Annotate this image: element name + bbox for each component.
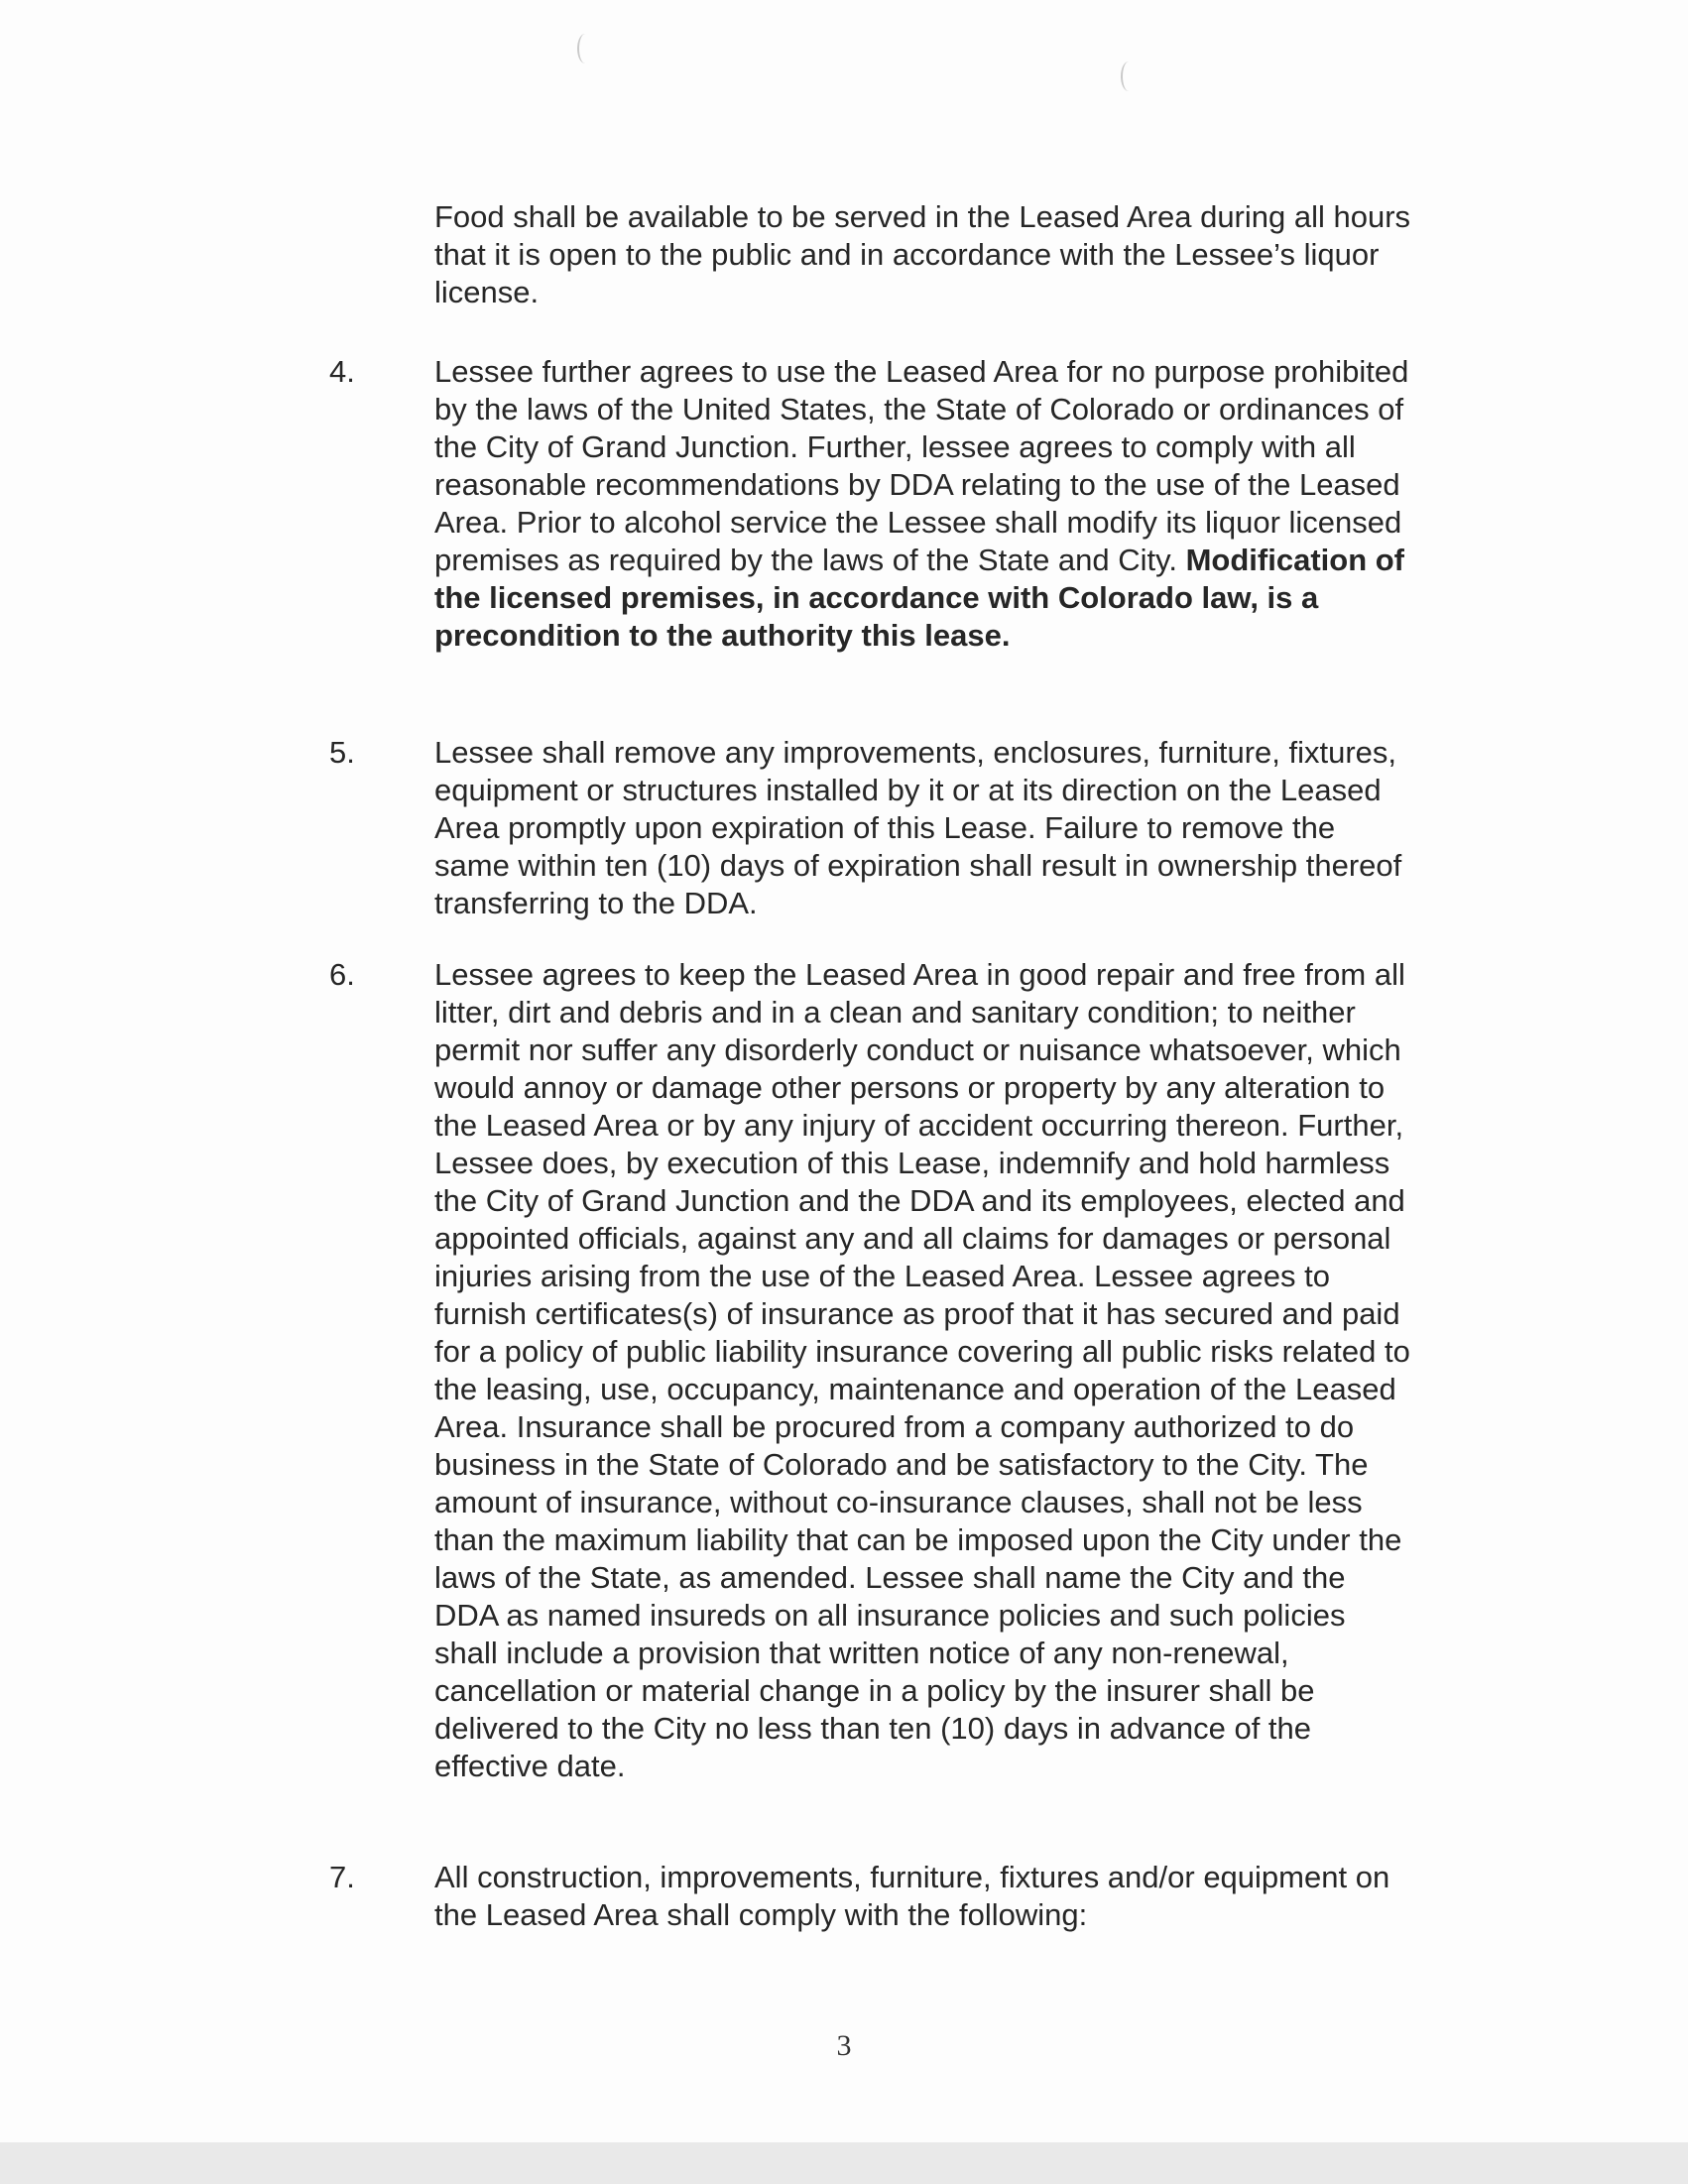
- clause-bold-text: Modification of the licensed premises, in accordance with Colorado law, is a precondition to the authority this lease.: [434, 543, 1404, 653]
- clause-7: [329, 1859, 1420, 1934]
- clause-number: 7.: [329, 1860, 355, 1894]
- intro-paragraph: Food shall be available to be served in the Leased Area during all hours that it is open to the public and in accordance with the Lessee’s liquor license.: [434, 199, 1411, 309]
- clause-5: [329, 734, 1420, 922]
- clause-text: All construction, improvements, furniture, fixtures and/or equipment on the Leased Area shall comply with the following:: [434, 1860, 1390, 1932]
- clause-4: [329, 353, 1420, 655]
- clause-number: 5.: [329, 735, 355, 770]
- clause-text: [434, 353, 1416, 655]
- scan-artifact-mark: [1121, 61, 1137, 91]
- scan-artifact-mark: [577, 34, 593, 63]
- page-number: 3: [836, 2029, 852, 2062]
- clause-6: [329, 956, 1420, 1785]
- clause-text: Lessee shall remove any improvements, enclosures, furniture, fixtures, equipment or structures installed by it or at its direction on the Leased Area promptly upon expiration of this Lease. Failure to remove the same within ten (10) days of expiration shall result in ownership thereof transferring to the DDA.: [434, 735, 1402, 920]
- clause-text: Lessee agrees to keep the Leased Area in good repair and free from all litter, dirt and debris and in a clean and sanitary condition; to neither permit nor suffer any disorderly conduct or nuisance whatsoever, which would annoy or damage other persons or property by any alteration to the Leased Area or by any injury of accident occurring thereon. Further, Lessee does, by execution of this Lease, indemnify and hold harmless the City of Grand Junction and the DDA and its employees, elected and appointed officials, against any and all claims for damages or personal injuries arising from the use of the Leased Area. Lessee agrees to furnish certificates(s) of insurance as proof that it has secured and paid for a policy of public liability insurance covering all public risks related to the leasing, use, occupancy, maintenance and operation of the Leased Area. Insurance shall be procured from a company authorized to do business in the State of Colorado and be satisfactory to the City. The amount of insurance, without co-insurance clauses, shall not be less than the maximum liability that can be imposed upon the City under the laws of the State, as amended. Lessee shall name the City and the DDA as named insureds on all insurance policies and such policies shall include a provision that written notice of any non-renewal, cancellation or material change in a policy by the insurer shall be delivered to the City no less than ten (10) days in advance of the effective date.: [434, 957, 1410, 1783]
- clause-number: 4.: [329, 354, 355, 389]
- clause-number: 6.: [329, 957, 355, 992]
- scan-bottom-edge: [0, 2142, 1688, 2184]
- clause-body: Lessee further agrees to use the Leased Area for no purpose prohibited by the laws of the United States, the State of Colorado or ordinances of the City of Grand Junction. Further, lessee agrees to comply with all reasonable recommendations by DDA relating to the use of the Leased Area. Prior to alcohol service the Lessee shall modify its liquor licensed premises as required by the laws of the State and City.: [434, 354, 1409, 577]
